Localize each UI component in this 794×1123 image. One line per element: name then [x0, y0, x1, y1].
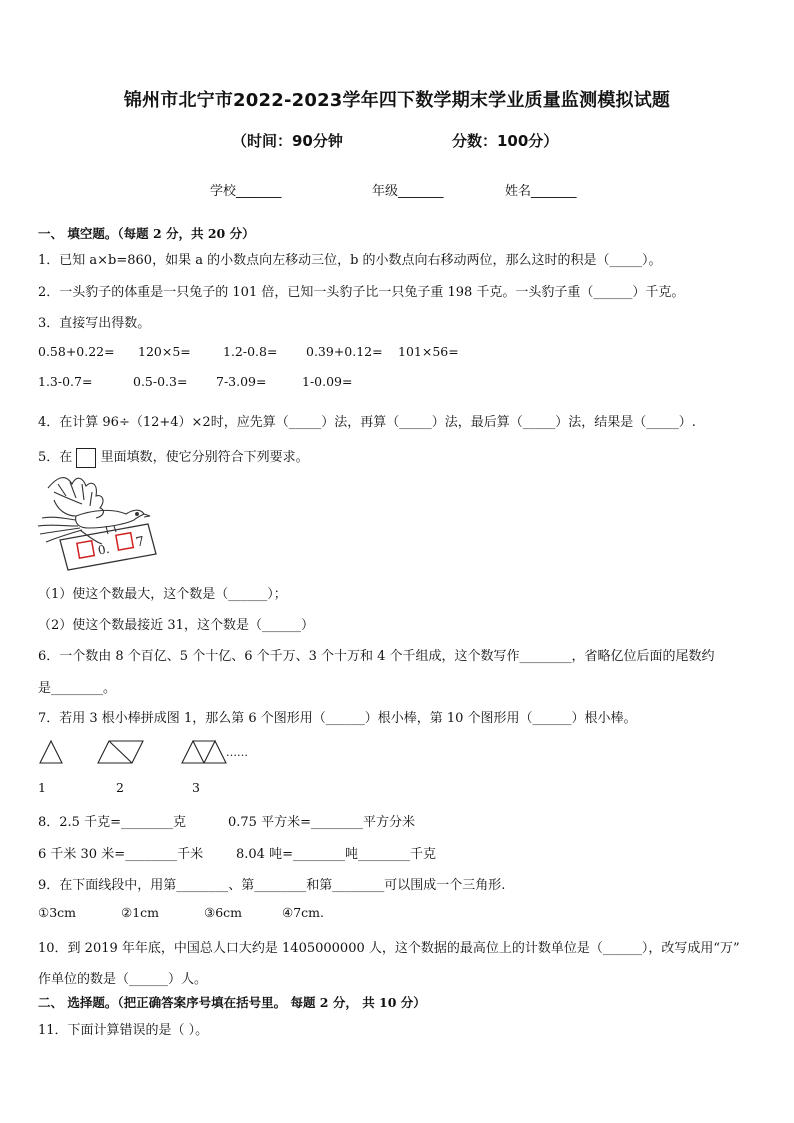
question-1: 1．已知 a×b=860，如果 a 的小数点向左移动三位，b 的小数点向右移动两位，那么这时的积是（_____）。	[38, 253, 662, 268]
question-2: 2．一头豹子的体重是一只兔子的 101 倍，已知一头豹子比一只兔子重 198 千克。一头豹子重（______）千克。	[38, 285, 685, 300]
exam-time: （时间：90分钟	[232, 132, 343, 150]
section-heading-fill-blank: 一、 填空题。（每题 2 分，共 20 分）	[38, 226, 255, 241]
question-11: 11．下面计算错误的是（ ）。	[38, 1023, 209, 1038]
segment-option: ①3cm	[38, 905, 77, 920]
calc-item: 101×56=	[398, 344, 459, 359]
segment-option: ④7cm.	[282, 905, 324, 920]
figure-label: 3	[192, 780, 200, 795]
question-7: 7．若用 3 根小棒拼成图 1，那么第 6 个图形用（______）根小棒，第 10 个图形用（______）根小棒。	[38, 711, 637, 726]
question-4: 4．在计算 96÷（12+4）×2时，应先算（_____）法，再算（_____）法，最后算（_____）法，结果是（_____）.	[38, 415, 696, 430]
question-5-part-2: （2）使这个数最接近 31，这个数是（______）	[38, 618, 314, 633]
question-9: 9．在下面线段中，用第________、第________和第________可以围成一个三角形.	[38, 878, 506, 893]
calc-item: 1-0.09=	[302, 374, 353, 389]
calc-item: 0.39+0.12=	[306, 344, 383, 359]
question-6: 6．一个数由 8 个百亿、5 个十亿、6 个千万、3 个十万和 4 个千组成，这个数写作________，省略亿位后面的尾数约	[38, 649, 715, 664]
question-10-continued: 作单位的数是（______）人。	[38, 972, 208, 987]
calc-item: 1.2-0.8=	[223, 344, 278, 359]
question-3: 3．直接写出得数。	[38, 316, 151, 331]
calc-item: 120×5=	[138, 344, 191, 359]
question-8-part-3: 6 千米 30 米=________千米	[38, 847, 204, 862]
blank-box-icon	[76, 448, 96, 468]
segment-option: ③6cm	[204, 905, 243, 920]
card-digit: 7	[134, 534, 146, 551]
calc-item: 7-3.09=	[216, 374, 267, 389]
name-field: 姓名_______	[505, 184, 577, 199]
question-8-part-2: 0.75 平方米=________平方分米	[228, 815, 415, 830]
calc-item: 0.5-0.3=	[133, 374, 188, 389]
question-8-part-4: 8.04 吨=________吨________千克	[236, 847, 436, 862]
question-5	[38, 446, 309, 468]
figure-continuation: ……	[226, 746, 248, 759]
exam-score: 分数：100分）	[452, 132, 559, 150]
question-5-part-1: （1）使这个数最大，这个数是（______）；	[38, 587, 287, 602]
grade-field: 年级_______	[372, 184, 444, 199]
bird-card-illustration	[36, 470, 166, 580]
question-8-part-1: 8．2.5 千克=________克	[38, 815, 186, 830]
section-heading-choice: 二、 选择题。（把正确答案序号填在括号里。 每题 2 分， 共 10 分）	[38, 995, 426, 1010]
calc-item: 1.3-0.7=	[38, 374, 93, 389]
question-6-continued: 是________。	[38, 681, 117, 696]
segment-option: ②1cm	[121, 905, 160, 920]
calc-item: 0.58+0.22=	[38, 344, 115, 359]
question-10: 10．到 2019 年年底，中国总人口大约是 1405000000 人，这个数据的最高位上的计数单位是（______），改写成用“万”	[38, 941, 740, 956]
school-field: 学校_______	[210, 184, 282, 199]
figure-label: 1	[38, 780, 46, 795]
card-decimal-point: 0.	[96, 541, 111, 558]
page-title: 锦州市北宁市2022-2023学年四下数学期末学业质量监测模拟试题	[123, 90, 671, 111]
figure-label: 2	[116, 780, 124, 795]
question-5-suffix: 里面填数，使它分别符合下列要求。	[100, 450, 309, 465]
question-5-prefix: 5．在	[38, 450, 73, 465]
